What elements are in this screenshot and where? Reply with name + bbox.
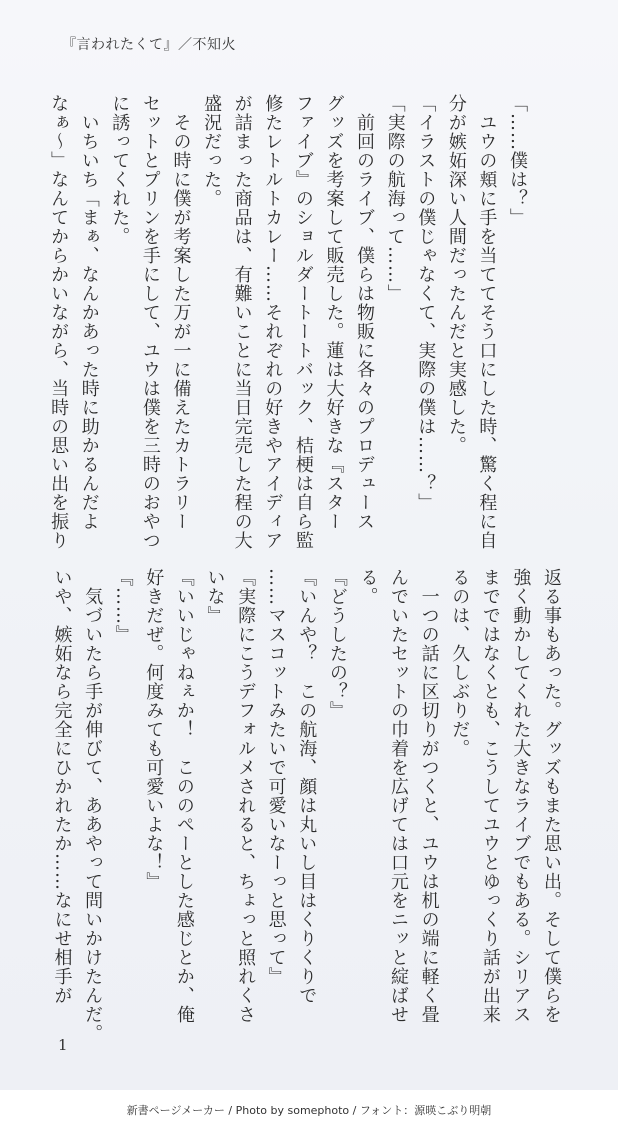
text-line: セットとプリンを手にして、ユウは僕を三時のおやつ	[139, 94, 161, 550]
text-line: 「イラストの僕じゃなくて、実際の僕は……？」	[415, 94, 437, 512]
text-line: 『いいじゃねぇか！ こののぺーとした感じとか、俺	[173, 568, 195, 1024]
page-header-title: 『言われたくて』／不知火	[62, 37, 236, 53]
text-line: 強く動かしてくれた大きなライブでもある。シリアス	[510, 568, 532, 1024]
text-line: ……マスコットみたいで可愛いなーっと思って』	[265, 568, 287, 986]
text-line: んでいたセットの巾着を広げては口元をニッと綻ばせ	[388, 568, 410, 1024]
text-line: 盛況だった。	[201, 94, 223, 208]
text-line: 『実際にこうデフォルメされると、ちょっと照れくさ	[235, 568, 257, 1024]
page-number: 1	[58, 1036, 68, 1054]
text-column-top	[48, 94, 532, 550]
text-line: 『いんや？ この航海、顔は丸いし目はくりくりで	[296, 568, 318, 1005]
text-line: に誘ってくれた。	[109, 94, 131, 246]
text-column-bottom	[51, 568, 566, 1043]
text-line: 『どうしたの？』	[326, 568, 348, 720]
text-line: 好きだぜ。何度みても可愛いよな！』	[143, 568, 165, 891]
text-line: ユウの頬に手を当ててそう口にした時、驚く程に自	[476, 94, 498, 550]
text-line: いや、嫉妬なら完全にひかれたか……なにせ相手が	[51, 568, 73, 1005]
text-line: 一つの話に区切りがつくと、ユウは机の端に軽く畳	[418, 568, 440, 1024]
text-line: 「実際の航海って……」	[384, 94, 406, 303]
text-line: なぁ～」なんてからかいながら、当時の思い出を振り	[48, 94, 70, 550]
text-line: いちいち「まぁ、なんかあった時に助かるんだよ	[78, 94, 100, 531]
text-line: が詰まった商品は、有難いことに当日完売した程の大	[231, 94, 253, 550]
text-line: るのは、久しぶりだ。	[449, 568, 471, 758]
text-line: その時に僕が考案した万が一に備えたカトラリー	[170, 94, 192, 531]
text-line: 修たレトルトカレー……それぞれの好きやアイディア	[262, 94, 284, 550]
text-line: までではなくとも、こうしてユウとゆっくり話が出来	[479, 568, 501, 1024]
text-line: グッズを考案して販売した。蓮は大好きな『スター	[323, 94, 345, 531]
text-line: 分が嫉妬深い人間だったんだと実感した。	[445, 94, 467, 455]
text-line: 前回のライブ、僕らは物販に各々のプロデュース	[354, 94, 376, 531]
text-line: いな』	[204, 568, 226, 625]
text-line: 返る事もあった。グッズもまた思い出。そして僕らを	[541, 568, 562, 1024]
text-line: 「……僕は？」	[507, 94, 528, 227]
text-line: る。	[357, 568, 379, 606]
text-line: 気づいたら手が伸びて、ああやって問いかけたんだ。	[82, 568, 104, 1043]
text-line: 『……』	[112, 568, 134, 644]
text-line: ファイブ』のショルダートートバック、桔梗は自ら監	[292, 94, 314, 550]
footer-credit: 新書ページメーカー / Photo by somephoto / フォント：源暎こぶり明朝	[126, 1104, 492, 1117]
